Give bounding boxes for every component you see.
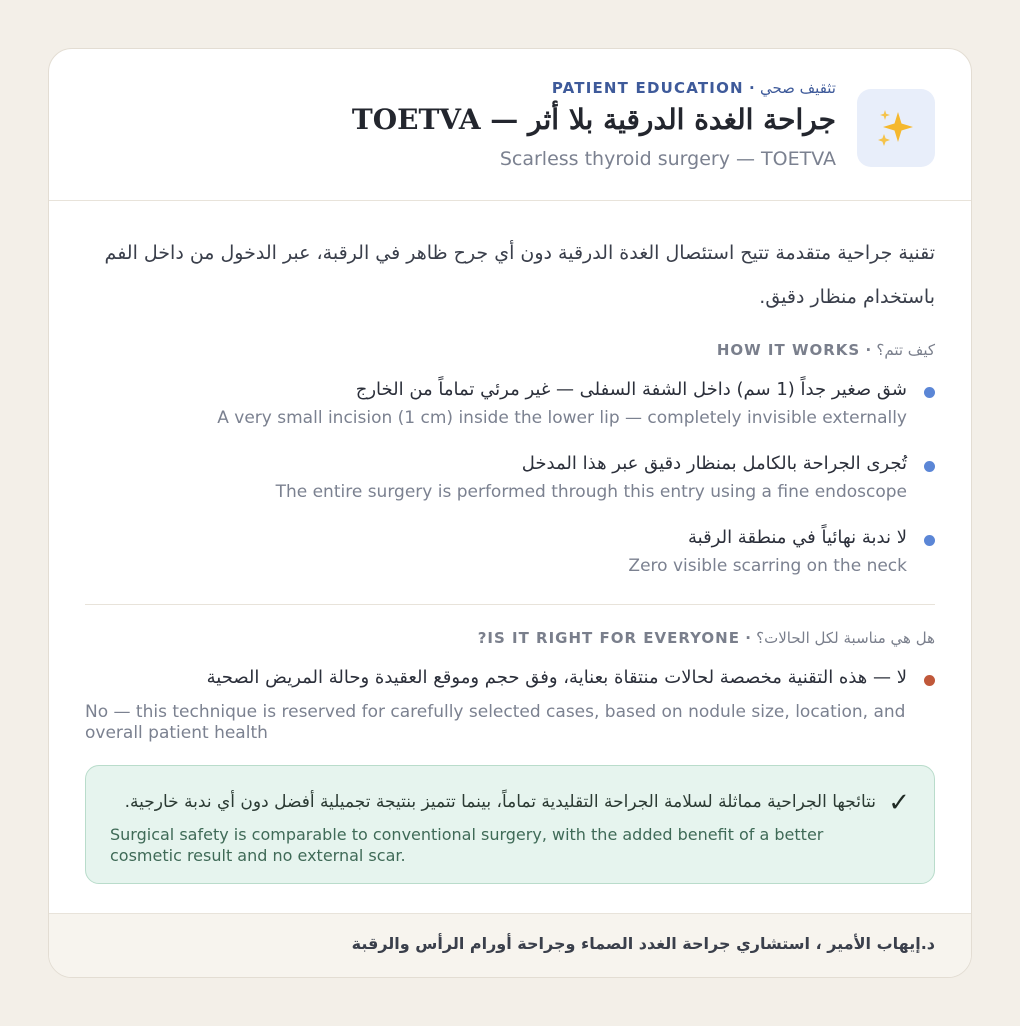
list-item-ar: لا ندبة نهائياً في منطقة الرقبة <box>687 527 907 548</box>
eyebrow-ar: تثقيف صحي <box>759 79 836 97</box>
bullet-dot <box>924 461 935 472</box>
callout-en: Surgical safety is comparable to conventional surgery, with the added benefit of a better cosmetic result and no external scar. <box>110 825 824 865</box>
suitability-label-en: IS IT RIGHT FOR EVERYONE? <box>477 629 740 647</box>
list-item <box>85 379 935 428</box>
how-label-sep: · <box>860 341 877 359</box>
education-card <box>48 48 972 978</box>
card-header <box>49 49 971 201</box>
list-item-en: Zero visible scarring on the neck <box>628 556 907 576</box>
eyebrow-sep: · <box>743 79 760 97</box>
how-label-en: HOW IT WORKS <box>716 341 861 359</box>
author-signature: د.إيهاب الأمير ، استشاري جراحة الغدد الصماء وجراحة أورام الرأس والرقبة <box>351 934 935 953</box>
safety-callout <box>85 765 935 884</box>
eyebrow-en: PATIENT EDUCATION <box>551 79 744 97</box>
sparkles-icon <box>857 89 935 167</box>
callout-ar: نتائجها الجراحية مماثلة لسلامة الجراحة التقليدية تماماً، بينما تتميز بنتيجة تجميلية أفضل دون أي ندبة خارجية. <box>124 792 876 812</box>
bullet-dot <box>924 675 935 686</box>
list-item-en: The entire surgery is performed through this entry using a fine endoscope <box>275 482 907 502</box>
suitability-item <box>85 667 935 688</box>
intro-paragraph: تقنية جراحية متقدمة تتيح استئصال الغدة الدرقية دون أي جرح ظاهر في الرقبة، عبر الدخول من داخل الفم باستخدام منظار دقيق. <box>104 242 935 308</box>
section-divider <box>85 604 935 605</box>
how-label-ar: كيف تتم؟ <box>876 341 935 359</box>
suitability-label-sep: · <box>739 629 757 647</box>
eyebrow <box>136 79 836 97</box>
bullet-dot <box>924 387 935 398</box>
list-item-en: A very small incision (1 cm) inside the lower lip — completely invisible externally <box>217 408 907 428</box>
page-title: جراحة الغدة الدرقية بلا أثر — TOETVA <box>351 103 836 136</box>
page-subtitle: Scarless thyroid surgery — TOETVA <box>499 148 836 170</box>
how-it-works-label <box>85 341 935 359</box>
list-item-ar: شق صغير جداً (1 سم) داخل الشفة السفلى — غير مرئي تماماً من الخارج <box>355 379 907 400</box>
suitability-ar: لا — هذه التقنية مخصصة لحالات منتقاة بعناية، وفق حجم وموقع العقيدة وحالة المريض الصحية <box>206 667 907 688</box>
header-text <box>136 79 836 170</box>
list-item <box>85 527 935 576</box>
suitability-label-ar: هل هي مناسبة لكل الحالات؟ <box>756 629 935 647</box>
suitability-label <box>85 629 935 647</box>
list-item-ar: تُجرى الجراحة بالكامل بمنظار دقيق عبر هذا المدخل <box>521 453 907 474</box>
card-footer <box>49 913 971 978</box>
bullet-dot <box>924 535 935 546</box>
check-icon: ✓ <box>888 788 910 818</box>
list-item <box>85 453 935 502</box>
suitability-en: No — this technique is reserved for carefully selected cases, based on nodule size, location, and overall patient health <box>85 702 906 743</box>
